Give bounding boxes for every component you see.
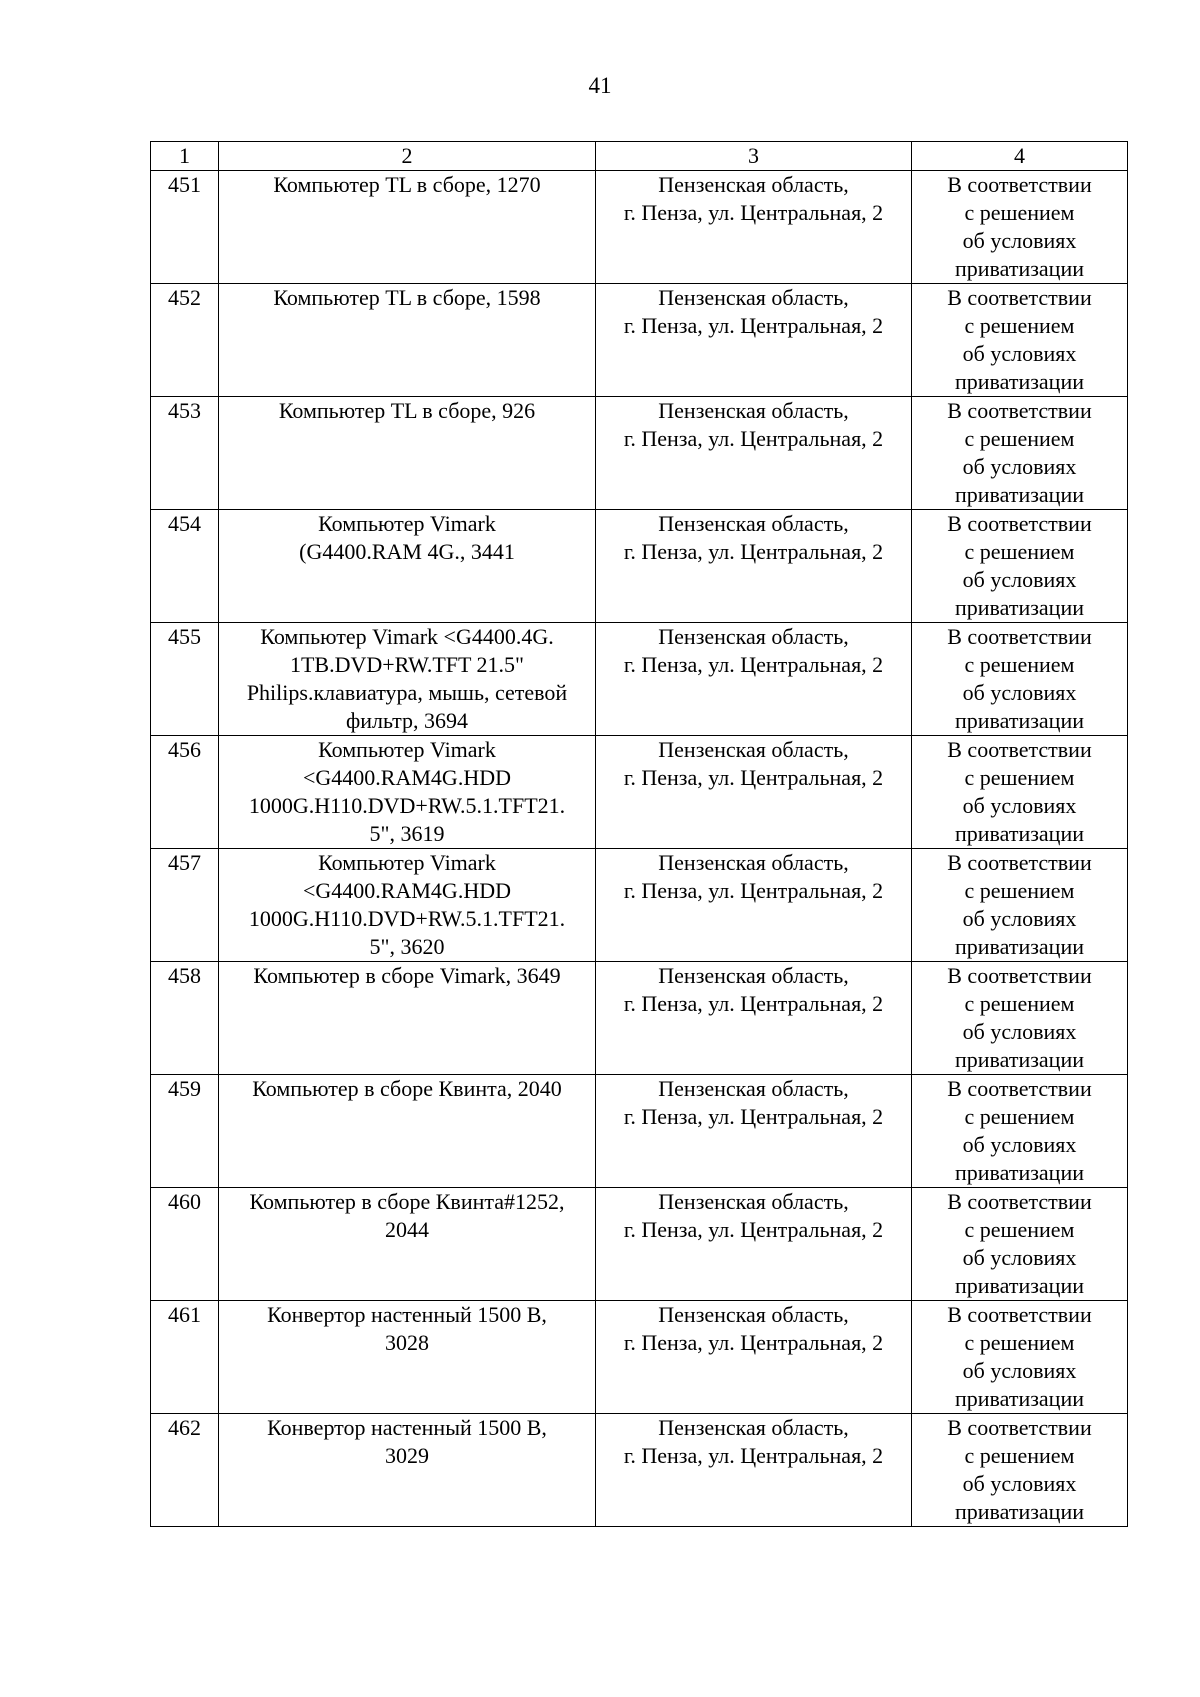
header-cell-2: 2 [219,142,596,171]
row-number-cell: 458 [151,962,219,1075]
table-row [151,397,1128,510]
header-cell-4: 4 [912,142,1128,171]
table-row [151,1188,1128,1301]
table-row [151,623,1128,736]
item-name-cell: Компьютер в сборе Квинта, 2040 [219,1075,596,1188]
table-row [151,1301,1128,1414]
item-name-cell: Компьютер Vimark (G4400.RAM 4G., 3441 [219,510,596,623]
item-name-cell: Компьютер в сборе Vimark, 3649 [219,962,596,1075]
item-name-cell: Компьютер TL в сборе, 1270 [219,171,596,284]
table-row [151,736,1128,849]
header-cell-3: 3 [596,142,912,171]
table-row [151,1075,1128,1188]
terms-cell: В соответствии с решением об условиях приватизации [912,623,1128,736]
item-name-cell: Компьютер Vimark <G4400.4G. 1TB.DVD+RW.TFT 21.5" Philips.клавиатура, мышь, сетевой фильтр, 3694 [219,623,596,736]
address-cell: Пензенская область, г. Пенза, ул. Центральная, 2 [596,1301,912,1414]
table-row [151,962,1128,1075]
address-cell: Пензенская область, г. Пенза, ул. Центральная, 2 [596,1075,912,1188]
property-table [150,141,1128,1527]
item-name-cell: Конвертор настенный 1500 В, 3028 [219,1301,596,1414]
table-row [151,171,1128,284]
page-number: 41 [588,73,612,98]
item-name-cell: Компьютер TL в сборе, 926 [219,397,596,510]
row-number-cell: 457 [151,849,219,962]
item-name-cell: Компьютер Vimark <G4400.RAM4G.HDD 1000G.H110.DVD+RW.5.1.TFT21. 5", 3619 [219,736,596,849]
row-number-cell: 455 [151,623,219,736]
terms-cell: В соответствии с решением об условиях приватизации [912,171,1128,284]
terms-cell: В соответствии с решением об условиях приватизации [912,510,1128,623]
terms-cell: В соответствии с решением об условиях приватизации [912,284,1128,397]
address-cell: Пензенская область, г. Пенза, ул. Центральная, 2 [596,1188,912,1301]
terms-cell: В соответствии с решением об условиях приватизации [912,1414,1128,1527]
table-row [151,849,1128,962]
address-cell: Пензенская область, г. Пенза, ул. Центральная, 2 [596,1414,912,1527]
terms-cell: В соответствии с решением об условиях приватизации [912,849,1128,962]
table-row [151,1414,1128,1527]
item-name-cell: Компьютер TL в сборе, 1598 [219,284,596,397]
table-row [151,510,1128,623]
row-number-cell: 460 [151,1188,219,1301]
item-name-cell: Компьютер Vimark <G4400.RAM4G.HDD 1000G.H110.DVD+RW.5.1.TFT21. 5", 3620 [219,849,596,962]
terms-cell: В соответствии с решением об условиях приватизации [912,1188,1128,1301]
row-number-cell: 453 [151,397,219,510]
terms-cell: В соответствии с решением об условиях приватизации [912,962,1128,1075]
address-cell: Пензенская область, г. Пенза, ул. Центральная, 2 [596,284,912,397]
terms-cell: В соответствии с решением об условиях приватизации [912,1075,1128,1188]
row-number-cell: 459 [151,1075,219,1188]
header-cell-1: 1 [151,142,219,171]
address-cell: Пензенская область, г. Пенза, ул. Центральная, 2 [596,623,912,736]
row-number-cell: 462 [151,1414,219,1527]
address-cell: Пензенская область, г. Пенза, ул. Центральная, 2 [596,736,912,849]
address-cell: Пензенская область, г. Пенза, ул. Центральная, 2 [596,849,912,962]
terms-cell: В соответствии с решением об условиях приватизации [912,397,1128,510]
address-cell: Пензенская область, г. Пенза, ул. Центральная, 2 [596,962,912,1075]
row-number-cell: 456 [151,736,219,849]
table-row [151,284,1128,397]
row-number-cell: 461 [151,1301,219,1414]
table-header-row [151,142,1128,171]
address-cell: Пензенская область, г. Пенза, ул. Центральная, 2 [596,397,912,510]
address-cell: Пензенская область, г. Пенза, ул. Центральная, 2 [596,510,912,623]
row-number-cell: 451 [151,171,219,284]
terms-cell: В соответствии с решением об условиях приватизации [912,1301,1128,1414]
item-name-cell: Конвертор настенный 1500 В, 3029 [219,1414,596,1527]
row-number-cell: 452 [151,284,219,397]
item-name-cell: Компьютер в сборе Квинта#1252, 2044 [219,1188,596,1301]
terms-cell: В соответствии с решением об условиях приватизации [912,736,1128,849]
address-cell: Пензенская область, г. Пенза, ул. Центральная, 2 [596,171,912,284]
row-number-cell: 454 [151,510,219,623]
